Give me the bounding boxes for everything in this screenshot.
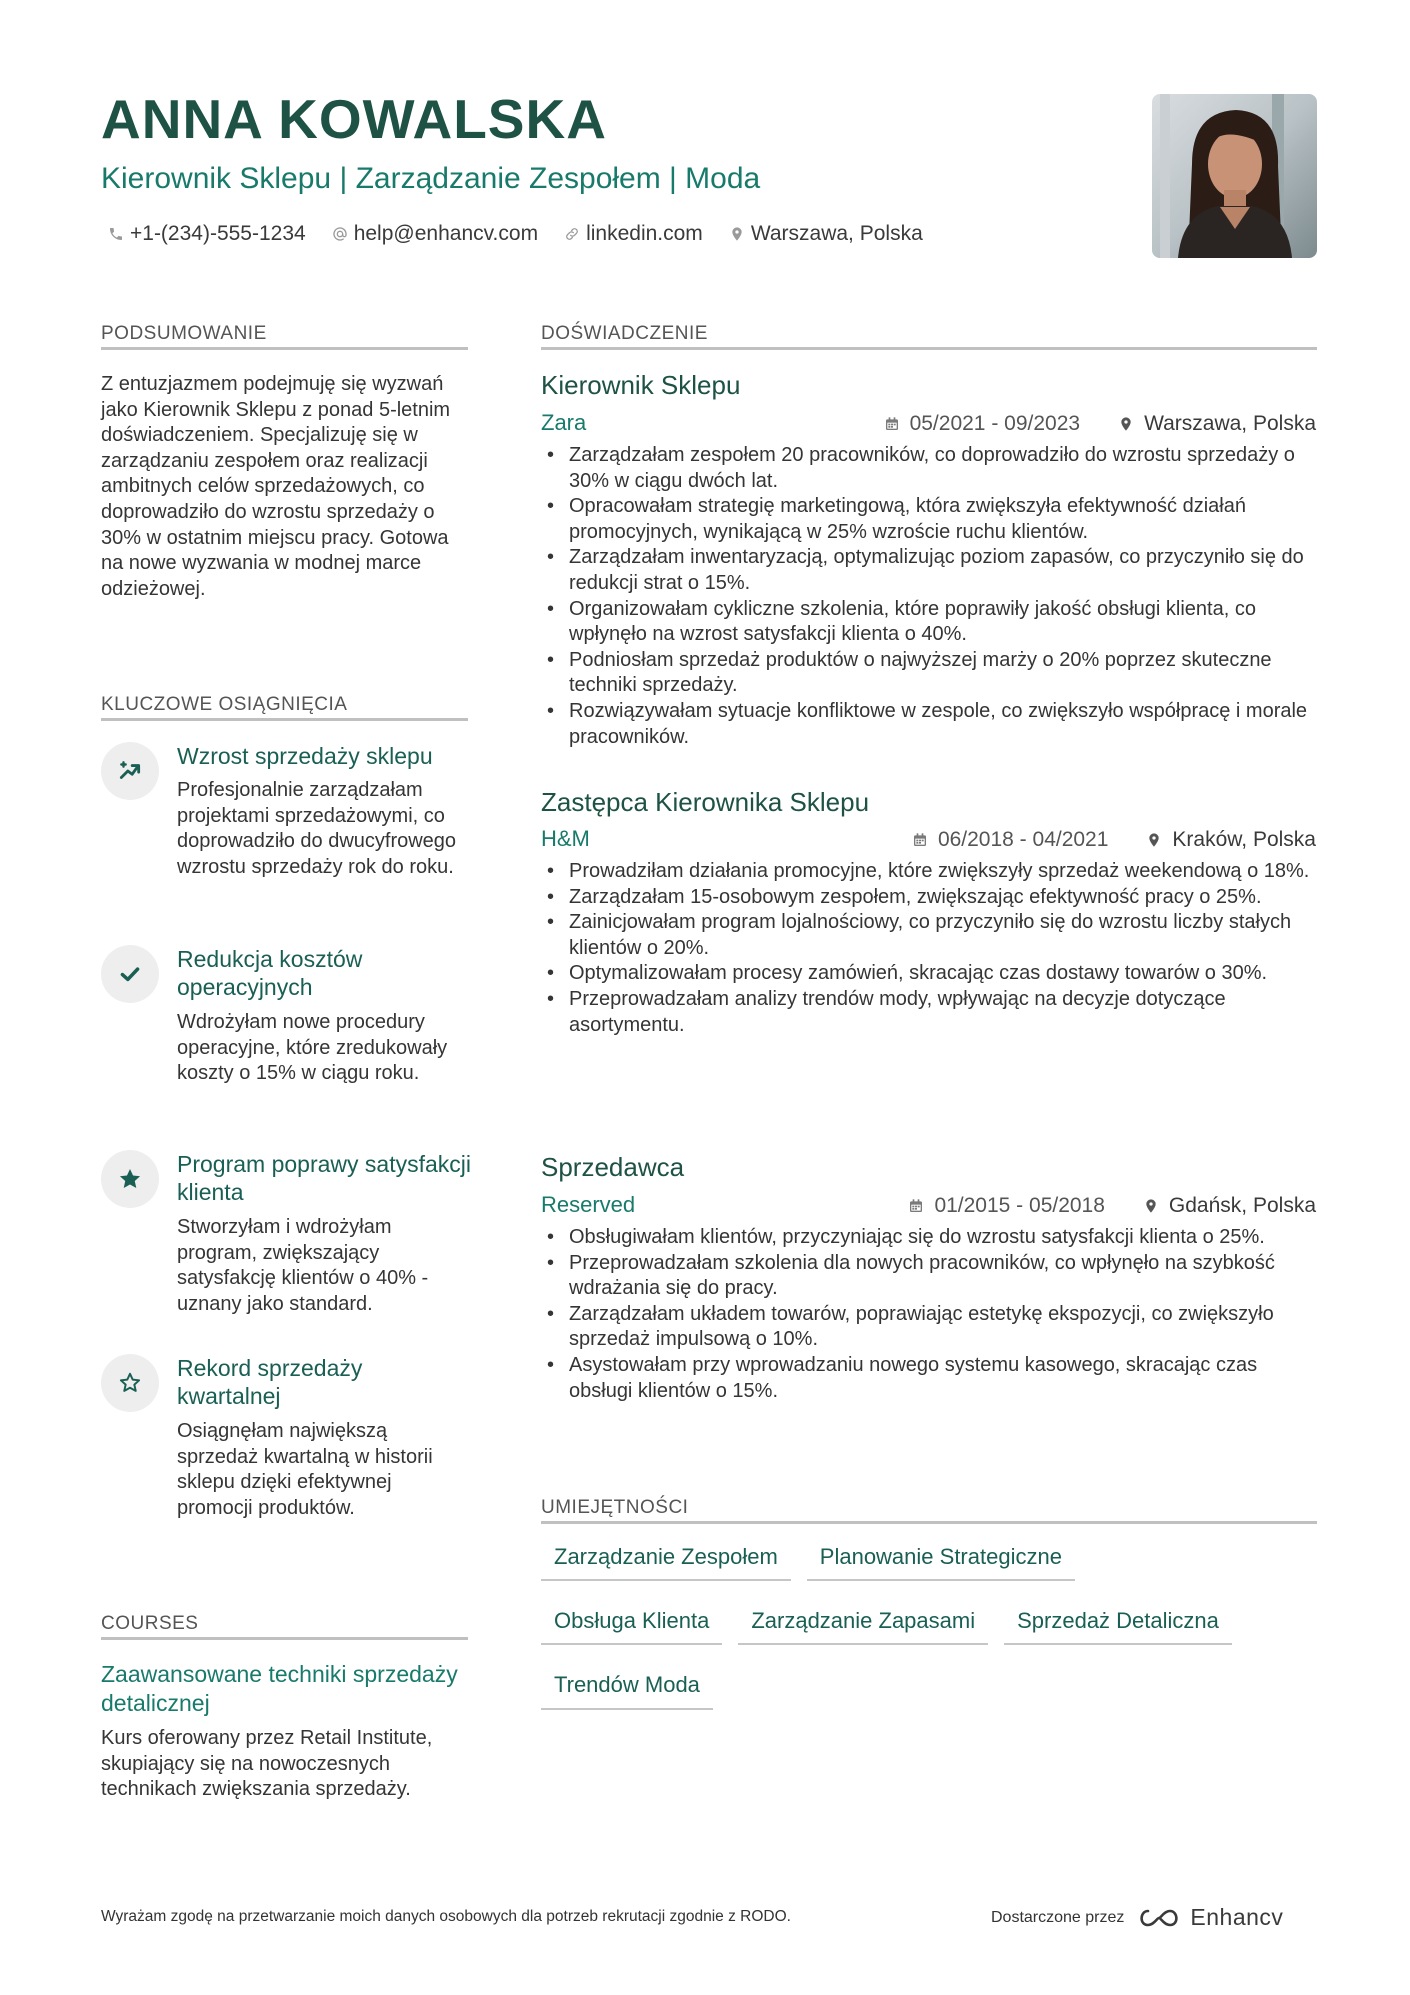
skills-heading: UMIEJĘTNOŚCI <box>541 1497 689 1518</box>
skill-tag: Zarządzanie Zespołem <box>541 1545 791 1581</box>
achievement-icon-circle <box>101 1354 159 1412</box>
skills-row <box>541 1673 1321 1709</box>
powered-by <box>991 1904 1283 1931</box>
job-bullets <box>547 443 1317 750</box>
achievement-title: Rekord sprzedaży kwartalnej <box>177 1355 363 1409</box>
skill-tag: Trendów Moda <box>541 1673 713 1709</box>
star-filled-icon <box>117 1166 143 1192</box>
location-pin-icon <box>1143 1198 1159 1214</box>
contact-bar <box>108 222 923 246</box>
achievement-icon-circle <box>101 742 159 800</box>
contact-linkedin[interactable] <box>564 222 703 246</box>
phone-text: +1-(234)-555-1234 <box>130 222 306 245</box>
chart-growth-icon <box>117 758 143 784</box>
enhancv-logo-icon <box>1136 1906 1182 1930</box>
linkedin-text[interactable]: linkedin.com <box>586 222 703 245</box>
skill-tag: Planowanie Strategiczne <box>807 1545 1075 1581</box>
achievement-icon-circle <box>101 1150 159 1208</box>
achievement-desc: Profesjonalnie zarządzałam projektami sprzedażowymi, co doprowadziło do dwucyfrowego wzrostu sprzedaży rok do roku. <box>177 779 457 878</box>
experience-divider <box>541 347 1317 350</box>
location-pin-icon <box>1118 416 1134 432</box>
job-bullet: • Optymalizowałam procesy zamówień, skracając czas dostawy towarów o 30%. <box>547 961 1317 987</box>
contact-location <box>729 222 923 246</box>
contact-phone <box>108 222 306 246</box>
skills-row <box>541 1545 1321 1581</box>
job-dates: 01/2015 - 05/2018 <box>934 1194 1105 1217</box>
at-icon <box>332 226 348 242</box>
job-location: Gdańsk, Polska <box>1168 1194 1316 1217</box>
job-bullet: • Zarządzałam 15-osobowym zespołem, zwiększając efektywność pracy o 25%. <box>547 885 1317 911</box>
skill-tag: Sprzedaż Detaliczna <box>1004 1609 1232 1645</box>
brand-logo[interactable] <box>1136 1904 1283 1931</box>
job-meta <box>884 413 1316 434</box>
course-title: Zaawansowane techniki sprzedaży detalicznej <box>101 1661 458 1716</box>
job-bullet: • Zarządzałam inwentaryzacją, optymalizując poziom zapasów, co przyczyniło się do redukcji strat o 15%. <box>547 545 1317 596</box>
job-meta <box>908 1195 1316 1216</box>
job-dates: 05/2021 - 09/2023 <box>909 412 1081 435</box>
courses-heading: COURSES <box>101 1613 199 1634</box>
skill-tag: Obsługa Klienta <box>541 1609 722 1645</box>
job-bullet: • Zarządzałam zespołem 20 pracowników, co doprowadziło do wzrostu sprzedaży o 30% w ciągu dwóch lat. <box>547 443 1317 494</box>
job-location: Kraków, Polska <box>1172 828 1316 851</box>
calendar-icon <box>912 832 928 848</box>
summary-text: Z entuzjazmem podejmuję się wyzwań jako Kierownik Sklepu z ponad 5-letnim doświadczeniem. Specjalizuję się w zarządzaniu zespołem oraz realizacji ambitnych celów sprzedażowych, co doprowadziło do wzrostu sprzedaży o 30% w ostatnim miejscu pracy. Gotowa na nowe wyzwania w modnej marce odzieżowej. <box>101 373 451 600</box>
courses-divider <box>101 1637 468 1640</box>
achievements-heading: KLUCZOWE OSIĄGNIĘCIA <box>101 694 348 715</box>
job-title: Zastępca Kierownika Sklepu <box>541 787 870 817</box>
job-title: Kierownik Sklepu <box>541 370 741 400</box>
achievement-title: Program poprawy satysfakcji klienta <box>177 1151 471 1205</box>
achievement-desc: Wdrożyłam nowe procedury operacyjne, które zredukowały koszty o 15% w ciągu roku. <box>177 1011 448 1085</box>
summary-divider <box>101 347 468 350</box>
contact-email[interactable] <box>332 222 538 246</box>
skills-list <box>541 1545 1321 1738</box>
calendar-icon <box>884 416 900 432</box>
summary-heading: PODSUMOWANIE <box>101 323 267 344</box>
achievement-desc: Stworzyłam i wdrożyłam program, zwiększający satysfakcję klientów o 40% - uznany jako standard. <box>177 1216 429 1315</box>
job-bullet: • Obsługiwałam klientów, przyczyniając się do wzrostu satysfakcji klienta o 25%. <box>547 1225 1317 1251</box>
job-dates: 06/2018 - 04/2021 <box>937 828 1109 851</box>
location-text: Warszawa, Polska <box>750 222 923 245</box>
achievement-desc: Osiągnęłam największą sprzedaż kwartalną w historii sklepu dzięki efektywnej promocji produktów. <box>177 1420 433 1519</box>
job-bullet: • Rozwiązywałam sytuacje konfliktowe w zespole, co zwiększyło współpracę i morale pracowników. <box>547 699 1317 750</box>
job-location: Warszawa, Polska <box>1144 412 1316 435</box>
job-bullet: • Asystowałam przy wprowadzaniu nowego systemu kasowego, skracając czas obsługi klientów o 15%. <box>547 1353 1317 1404</box>
job-bullet: • Podniosłam sprzedaż produktów o najwyższej marży o 20% poprzez skuteczne techniki sprzedaży. <box>547 648 1317 699</box>
job-bullet: • Przeprowadzałam szkolenia dla nowych pracowników, co wpłynęło na szybkość wdrażania się do pracy. <box>547 1251 1317 1302</box>
gdpr-consent: Wyrażam zgodę na przetwarzanie moich danych osobowych dla potrzeb rekrutacji zgodnie z RODO. <box>101 1908 791 1925</box>
location-pin-icon <box>1146 832 1162 848</box>
job-bullet: • Opracowałam strategię marketingową, która zwiększyła efektywność działań promocyjnych, wynikającą w 25% wzroście ruchu klientów. <box>547 494 1317 545</box>
achievements-divider <box>101 718 468 721</box>
job-bullets <box>547 859 1317 1038</box>
location-pin-icon <box>729 226 745 242</box>
check-icon <box>117 961 143 987</box>
job-bullet: • Przeprowadzałam analizy trendów mody, wpływając na decyzje dotyczące asortymentu. <box>547 987 1317 1038</box>
job-bullets <box>547 1225 1317 1404</box>
candidate-headline: Kierownik Sklepu | Zarządzanie Zespołem | Moda <box>101 162 761 195</box>
email-text[interactable]: help@enhancv.com <box>353 222 539 245</box>
job-company: Zara <box>541 410 587 435</box>
job-company: H&M <box>541 826 590 851</box>
achievement-icon-circle <box>101 945 159 1003</box>
star-outline-icon <box>117 1370 143 1396</box>
profile-photo <box>1152 94 1317 258</box>
calendar-icon <box>908 1198 924 1214</box>
job-bullet: • Zainicjowałam program lojalnościowy, co przyczyniło się do wzrostu liczby stałych klientów o 20%. <box>547 910 1317 961</box>
job-bullet: • Zarządzałam układem towarów, poprawiając estetykę ekspozycji, co zwiększyło sprzedaż impulsową o 10%. <box>547 1302 1317 1353</box>
job-bullet: • Organizowałam cykliczne szkolenia, które poprawiły jakość obsługi klienta, co wpłynęło na wzrost satysfakcji klienta o 40%. <box>547 597 1317 648</box>
skill-tag: Zarządzanie Zapasami <box>738 1609 988 1645</box>
job-bullet: • Prowadziłam działania promocyjne, które zwiększyły sprzedaż weekendową o 18%. <box>547 859 1317 885</box>
job-meta <box>912 829 1316 850</box>
skills-row <box>541 1609 1321 1645</box>
powered-by-label: Dostarczone przez <box>991 1908 1125 1926</box>
candidate-name: ANNA KOWALSKA <box>101 88 607 150</box>
job-title: Sprzedawca <box>541 1152 685 1182</box>
phone-icon <box>108 226 124 242</box>
course-desc: Kurs oferowany przez Retail Institute, skupiający się na nowoczesnych technikach zwiększania sprzedaży. <box>101 1727 433 1801</box>
skills-divider <box>541 1521 1317 1524</box>
link-icon <box>564 226 580 242</box>
job-company: Reserved <box>541 1192 636 1217</box>
achievement-title: Redukcja kosztów operacyjnych <box>177 946 363 1000</box>
achievement-title: Wzrost sprzedaży sklepu <box>177 743 433 769</box>
experience-heading: DOŚWIADCZENIE <box>541 323 708 344</box>
brand-name: Enhancv <box>1190 1904 1284 1930</box>
